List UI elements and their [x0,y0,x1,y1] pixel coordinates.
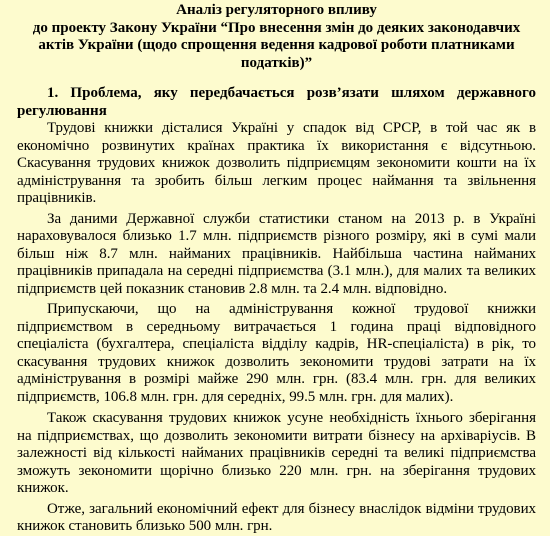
paragraph-storage-costs: Також скасування трудових книжок усуне необхідність їхнього зберігання на підприємствах, що дозволить зекономити витрати бізнесу на архіваріусів. В залежності від кількості найманих працівників середні та великі підприємства зможуть зекономити щорічно близько 220 млн. грн. на зберігання трудових книжок. [17,410,536,496]
paragraph-soviet-legacy: Трудові книжки дісталися Україні у спадок від СРСР, в той час як в економічно розвинутих країнах практика їх використання є відсутньою. Скасування трудових книжок дозволить підприємцям зекономити кошти на їх адміністрування та зробить більш легким процес наймання та звільнення працівників. [17,120,536,206]
title-line: актів України (щодо спрощення ведення кадрової роботи платниками [38,37,515,53]
paragraph-administration-costs: Припускаючи, що на адміністрування кожної трудової книжки підприємством в середньому витрачається 1 година праці відповідного спеціаліста (бухгалтера, спеціаліста відділу кадрів, HR-спеціаліста) в рік, то скасування трудових книжок дозволить зекономити трудові затрати на їх адміністрування в розмірі майже 290 млн. грн. (83.4 млн. грн. для великих підприємств, 106.8 млн. грн. для середніх, 99.5 млн. грн. для малих). [17,301,536,405]
title-line: Аналіз регуляторного впливу [176,2,377,18]
document-title [17,0,536,72]
section-heading: 1. Проблема, яку передбачається розв’язати шляхом державного регулювання [17,85,536,119]
paragraph-total-effect: Отже, загальний економічний ефект для бізнесу внаслідок відміни трудових книжок становить близько 500 млн. грн. [17,500,536,534]
title-line: до проекту Закону України “Про внесення змін до деяких законодавчих [32,19,521,36]
title-line: податків)” [240,54,313,71]
paragraph-statistics: За даними Державної служби статистики станом на 2013 р. в Україні нараховувалося близько 1.7 млн. підприємств різного розміру, які в сумі мали більш ніж 8.7 млн. найманих працівників. Найбільша частина найманих працівників припадала на середні підприємства (3.1 млн.), для малих та великих підприємств цей показник становив 2.8 млн. та 2.4 млн. відповідно. [17,210,536,297]
